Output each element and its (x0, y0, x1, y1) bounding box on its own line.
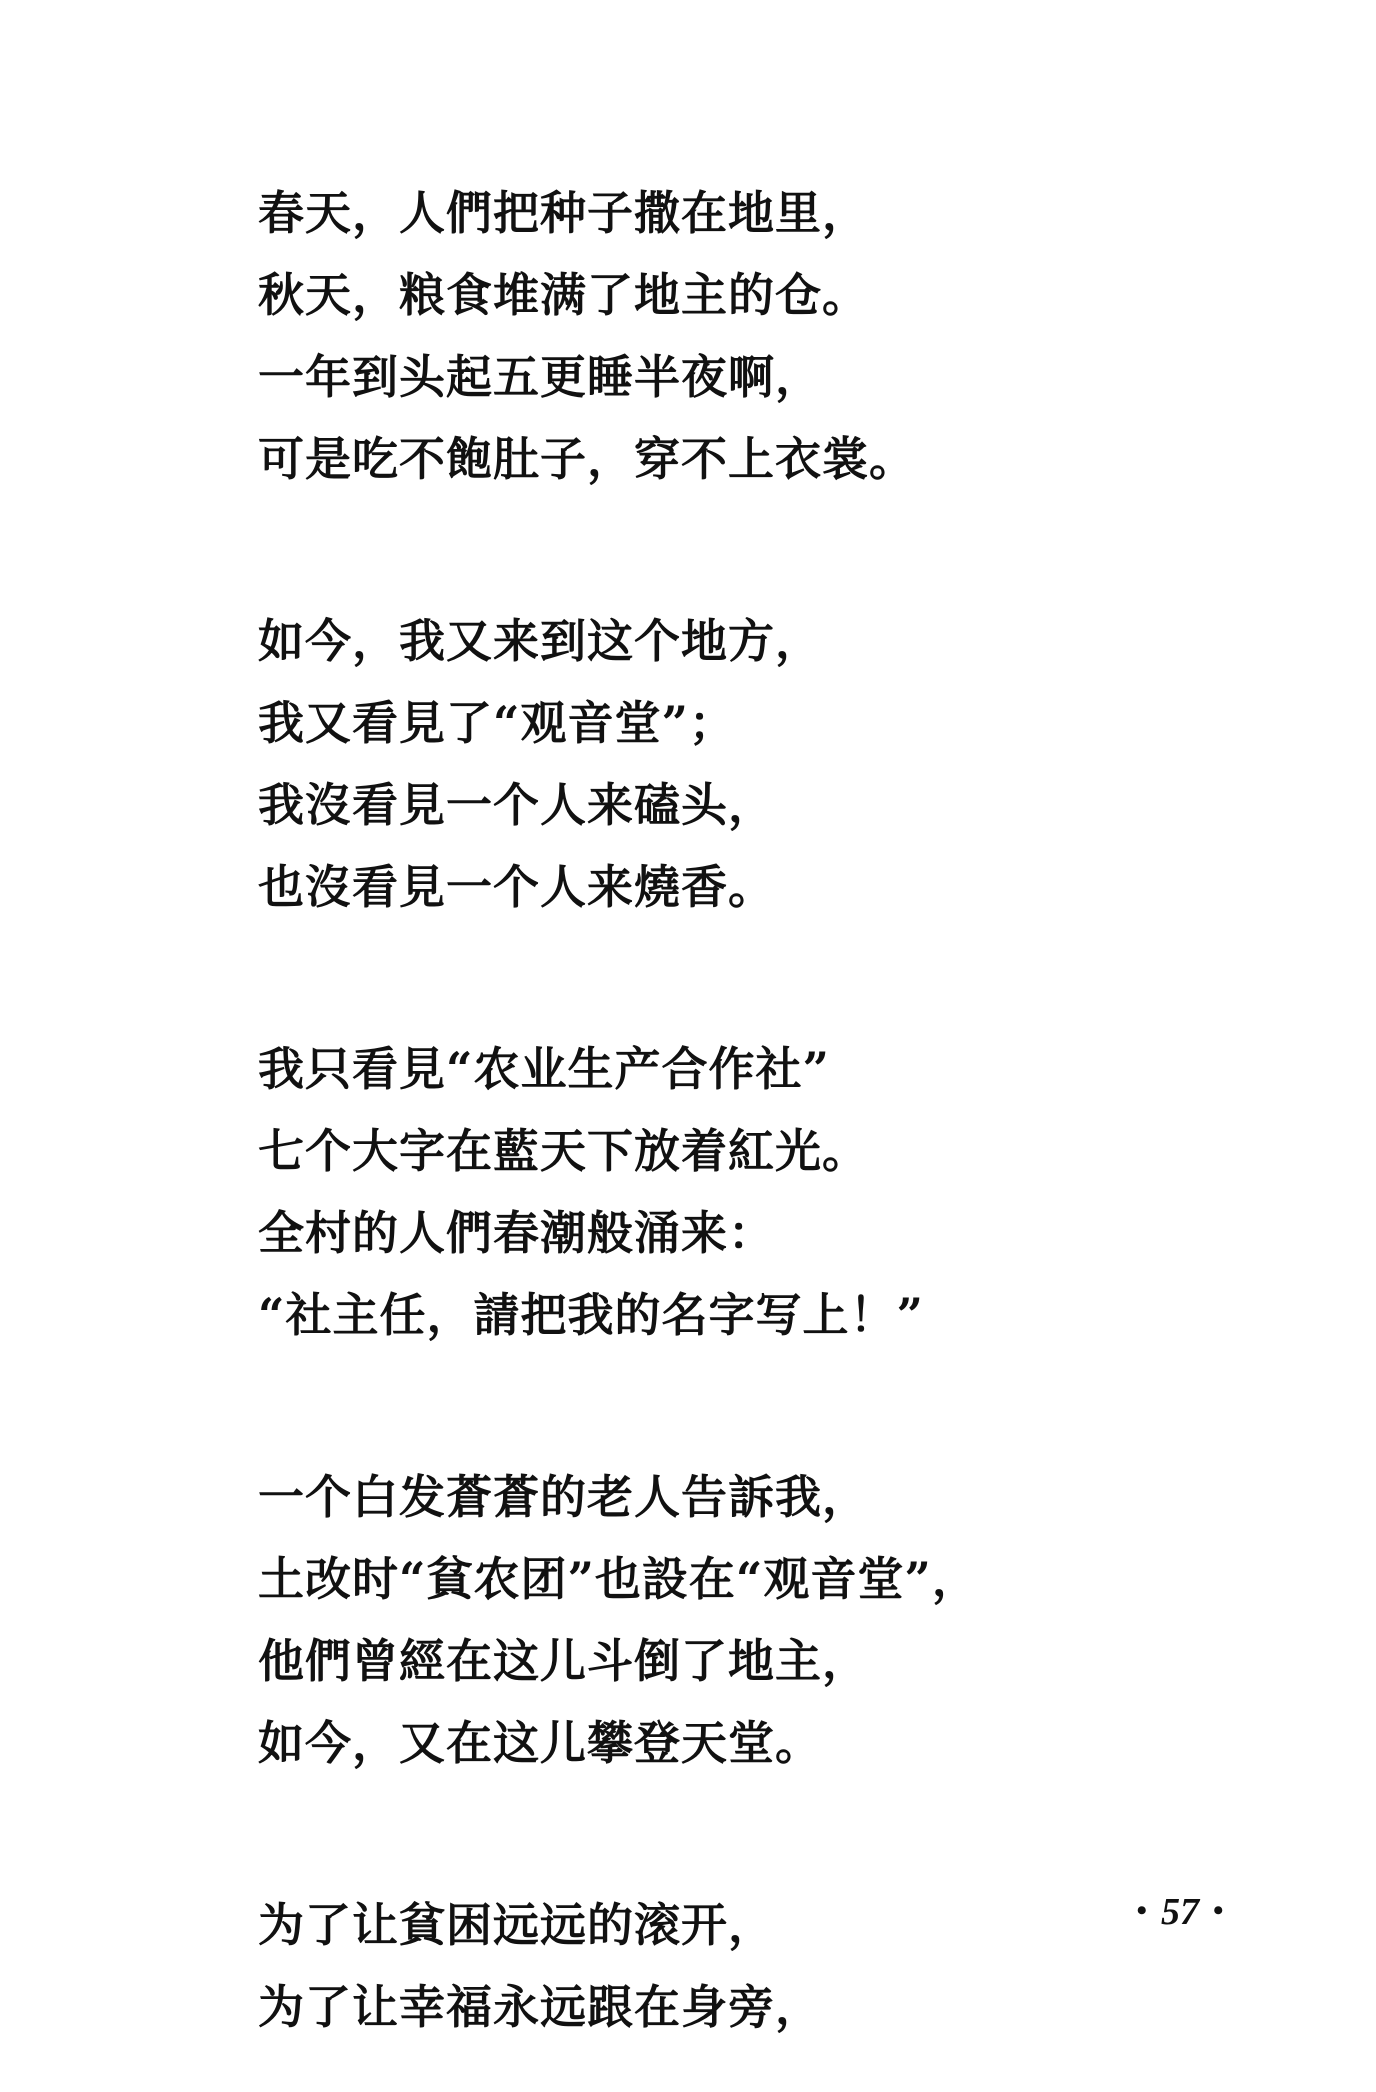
poem-line: 如今，我又来到这个地方， (258, 614, 822, 668)
poem-line: 我只看見“农业生产合作社” (258, 1042, 830, 1096)
page-number-dot-right: • (1213, 1894, 1224, 1927)
poem-line: 也沒看見一个人来燒香。 (258, 860, 775, 914)
poem-line: 如今，又在这儿攀登天堂。 (258, 1716, 822, 1770)
poem-line: 一年到头起五更睡半夜啊， (258, 350, 822, 404)
page-number-dot-left: • (1136, 1894, 1147, 1927)
stanza-3 (258, 1028, 1258, 1356)
stanza-5 (258, 1884, 1258, 2048)
poem-line: 七个大字在藍天下放着紅光。 (258, 1124, 869, 1178)
stanza-4 (258, 1456, 1258, 1784)
poem-line: 全村的人們春潮般涌来： (258, 1206, 775, 1260)
poem-line: 他們曾經在这儿斗倒了地主， (258, 1634, 869, 1688)
poem-line: 可是吃不飽肚子，穿不上衣裳。 (258, 432, 916, 486)
poem-line: 我沒看見一个人来磕头， (258, 778, 775, 832)
page-number-value: 57 (1161, 1891, 1199, 1933)
poem-line: “社主任，請把我的名字写上！” (258, 1288, 924, 1342)
page-number (1110, 1890, 1250, 1934)
poem-line: 为了让幸福永远跟在身旁， (258, 1980, 822, 2034)
poem-line: 春天，人們把种子撒在地里， (258, 186, 869, 240)
poem-line: 一个白发蒼蒼的老人告訴我， (258, 1470, 869, 1524)
poem-line: 为了让貧困远远的滚开， (258, 1898, 775, 1952)
stanza-1 (258, 172, 1258, 500)
poem-line: 我又看見了“观音堂”； (258, 696, 736, 750)
stanza-2 (258, 600, 1258, 928)
poem-body (258, 172, 1258, 2048)
poem-line: 秋天，粮食堆满了地主的仓。 (258, 268, 869, 322)
poem-line: 土改时“貧农团”也設在“观音堂”， (258, 1552, 979, 1606)
